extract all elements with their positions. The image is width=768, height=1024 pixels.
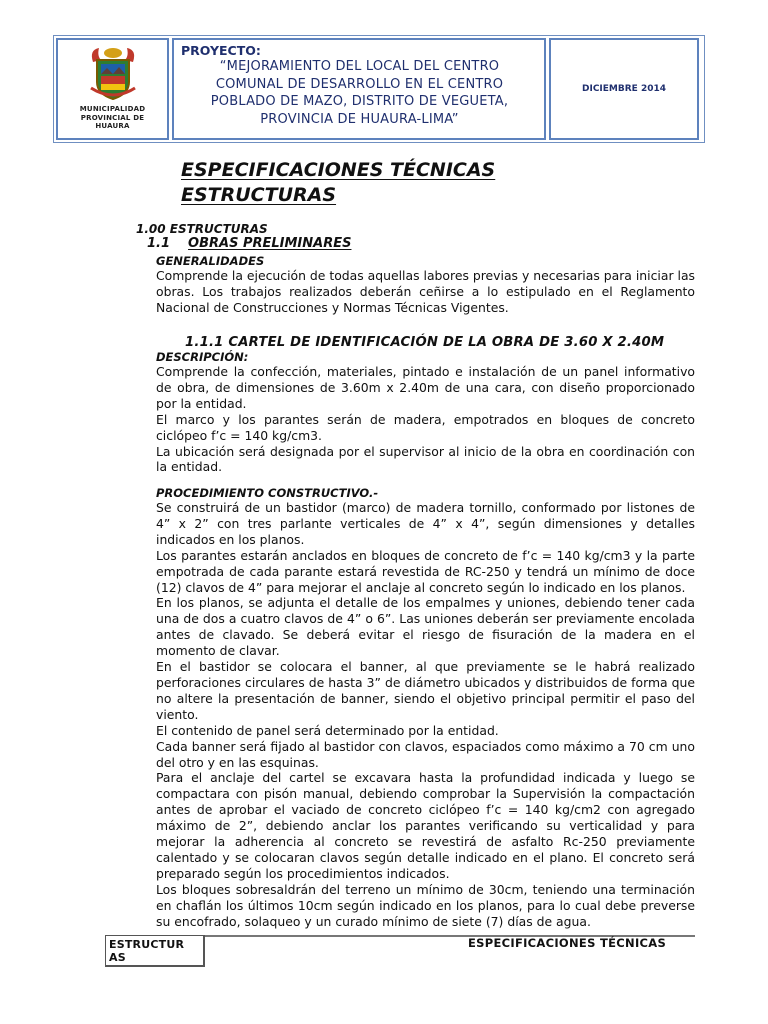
paragraph: Los parantes estarán anclados en bloques de concreto de f’c = 140 kg/cm3 y la parte empotrada de cada parante estará revestida de RC-250 y tendrá un mínimo de doce (12) clavos de 4” para mejorar el anclaje al concreto según lo indicado en los planos. <box>156 547 695 595</box>
paragraph: En el bastidor se colocara el banner, al que previamente se le habrá realizado perforaciones circulares de hasta 3” de diámetro ubicados y distribuidos de forma que no altere la presentación de banner, siendo el objetivo principal permitir el paso del viento. <box>156 659 695 722</box>
document-title-line: ESTRUCTURAS <box>181 184 337 206</box>
section-number: 1.1 <box>147 236 171 251</box>
document-title-line: ESPECIFICACIONES TÉCNICAS <box>181 159 496 181</box>
generalidades-block <box>156 254 695 316</box>
document-header <box>53 35 705 143</box>
paragraph: Los bloques sobresaldrán del terreno un mínimo de 30cm, teniendo una terminación en chaflán los últimos 10cm según indicado en los planos, para lo cual debe preverse su encofrado, solaqueo y un curado mínimo de siete (7) días de agua. <box>156 881 695 929</box>
project-title <box>181 58 538 128</box>
municipality-name <box>80 105 145 131</box>
municipality-line: HUAURA <box>95 122 130 130</box>
descripcion-block <box>156 350 695 475</box>
municipality-line: MUNICIPALIDAD <box>79 105 146 113</box>
project-label: PROYECTO: <box>181 43 261 58</box>
footer-section-label <box>105 935 205 967</box>
footer-document-label: ESPECIFICACIONES TÉCNICAS <box>468 936 667 950</box>
generalidades-heading: GENERALIDADES <box>156 254 265 268</box>
paragraph: El contenido de panel será determinado por la entidad. <box>156 722 499 738</box>
date-cell <box>549 38 699 140</box>
project-cell <box>172 38 546 140</box>
project-title-line: “MEJORAMIENTO DEL LOCAL DEL CENTRO <box>219 59 500 74</box>
procedimiento-block <box>156 486 695 929</box>
section-heading-1: 1.00 ESTRUCTURAS <box>136 222 268 236</box>
municipality-line: PROVINCIAL DE <box>80 113 145 122</box>
municipality-crest-icon <box>85 44 141 102</box>
document-date: DICIEMBRE 2014 <box>582 84 666 94</box>
descripcion-heading: DESCRIPCIÓN: <box>156 350 249 364</box>
paragraph: Cada banner será fijado al bastidor con clavos, espaciados como máximo a 70 cm uno del otro y en las esquinas. <box>156 738 695 770</box>
paragraph: Se construirá de un bastidor (marco) de madera tornillo, conformado por listones de 4” x 2” con tres parlante verticales de 4” x 4”, según dimensiones y detalles indicados en los planos. <box>156 500 695 547</box>
section-heading-1-1 <box>147 236 351 251</box>
logo-cell <box>56 38 169 140</box>
document-title <box>181 158 495 208</box>
procedimiento-heading: PROCEDIMIENTO CONSTRUCTIVO.- <box>156 486 379 500</box>
paragraph: La ubicación será designada por el supervisor al inicio de la obra en coordinación con la entidad. <box>156 443 695 475</box>
project-title-line: POBLADO DE MAZO, DISTRITO DE VEGUETA, <box>210 94 509 109</box>
paragraph: Comprende la confección, materiales, pintado e instalación de un panel informativo de obra, de dimensiones de 3.60m x 2.40m de una cara, con diseño proporcionado por la entidad. <box>156 364 695 411</box>
generalidades-text: Comprende la ejecución de todas aquellas labores previas y necesarias para iniciar las obras. Los trabajos realizados deberán ceñirse a lo estipulado en el Reglamento Nacional de Construcciones y Normas Técnicas Vigentes. <box>156 268 695 315</box>
paragraph: El marco y los parantes serán de madera, empotrados en bloques de concreto ciclópeo f’c = 140 kg/cm3. <box>156 411 695 443</box>
section-heading-1-1-1: 1.1.1 CARTEL DE IDENTIFICACIÓN DE LA OBRA DE 3.60 X 2.40M <box>185 335 665 350</box>
footer-label-line: AS <box>109 951 126 964</box>
project-title-line: PROVINCIA DE HUAURA-LIMA” <box>260 111 459 127</box>
paragraph: Para el anclaje del cartel se excavara hasta la profundidad indicada y luego se compactara con pisón manual, debiendo comprobar la Supervisión la compactación antes de aprobar el vaciado de concreto ciclópeo f’c = 140 kg/cm2 con agregado máximo de 2”, debiendo anclar los parantes verificando su verticalidad y para mejorar la adherencia al concreto se revestirá de asfalto Rc-250 previamente calentado y se colocaran clavos según detalle indicado en el plano. El concreto será preparado según los procedimientos indicados. <box>156 770 695 881</box>
project-title-line: COMUNAL DE DESARROLLO EN EL CENTRO <box>215 76 504 92</box>
paragraph: En los planos, se adjunta el detalle de los empalmes y uniones, debiendo tener cada una de dos a cuatro clavos de 4” o 6”. Las uniones deberán ser previamente encolada antes de clavado. Se deberá evitar el riesgo de fisuración de la madera en el momento de clavar. <box>156 595 695 659</box>
section-title: OBRAS PRELIMINARES <box>188 236 352 251</box>
footer-label-line: ESTRUCTUR <box>109 938 185 951</box>
